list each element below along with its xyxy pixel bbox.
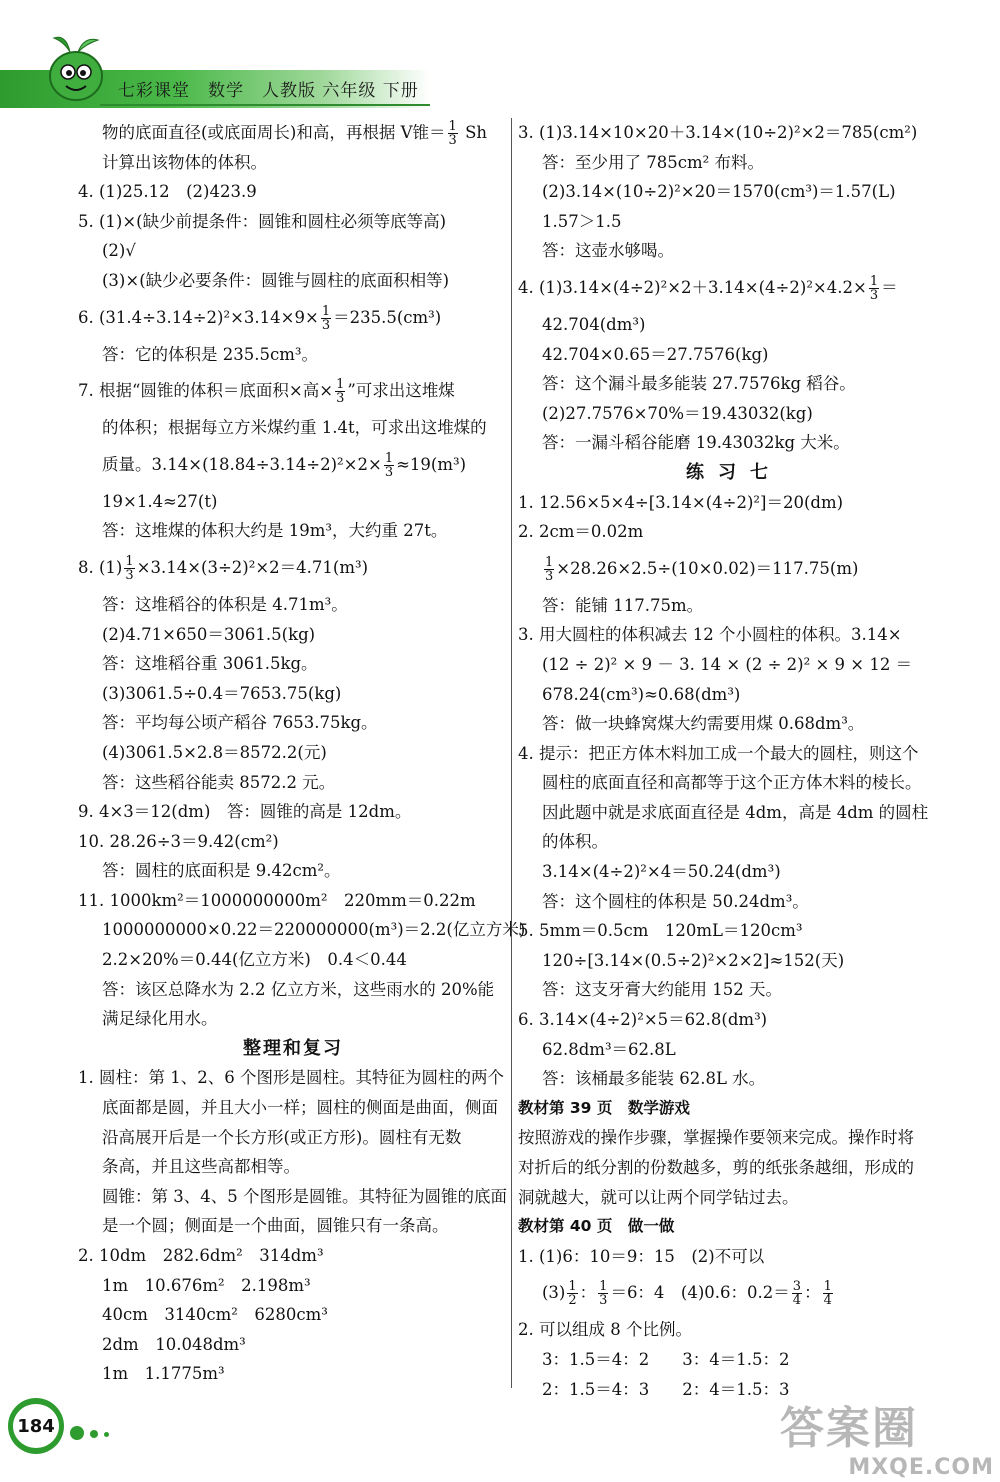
left-line: 2dm 10.048dm³ bbox=[102, 1334, 246, 1354]
right-line: 答：这支牙膏大约能用 152 天。 bbox=[542, 980, 782, 1000]
right-line: 答：做一块蜂窝煤大约需要用煤 0.68dm³。 bbox=[542, 714, 865, 734]
left-line: 圆锥：第 3、4、5 个图形是圆锥。其特征为圆锥的底面 bbox=[102, 1186, 507, 1206]
header-title: 七彩课堂 数学 人教版 六年级 下册 bbox=[118, 81, 419, 101]
fraction: $\frac{1}{4}$ bbox=[823, 1279, 832, 1309]
right-line: 对折后的纸分割的份数越多，剪的纸张条越细，形成的 bbox=[518, 1158, 914, 1177]
right-line: (2)27.7576×70%＝19.43032(kg) bbox=[542, 403, 813, 423]
right-line: 2. 可以组成 8 个比例。 bbox=[518, 1320, 692, 1340]
right-line: 答：能铺 117.75m。 bbox=[542, 595, 704, 615]
watermark-url: MXQE.COM bbox=[848, 1455, 994, 1480]
right-line: (12 ÷ 2)² × 9 － 3. 14 × (2 ÷ 2)² × 9 × 12 ＝ bbox=[542, 654, 913, 674]
logo-icon bbox=[40, 28, 112, 106]
right-line: 1. 12.56×5×4÷[3.14×(4÷2)²]＝20(dm) bbox=[518, 492, 844, 512]
right-line: (2)3.14×(10÷2)²×20＝1570(cm³)＝1.57(L) bbox=[542, 182, 896, 202]
right-line: 教材第 39 页 数学游戏 bbox=[518, 1098, 690, 1117]
right-column bbox=[518, 118, 950, 1404]
right-line: 教材第 40 页 做一做 bbox=[518, 1217, 675, 1236]
left-column bbox=[78, 118, 526, 1389]
left-line: 5. (1)×(缺少前提条件：圆锥和圆柱必须等底等高) bbox=[78, 211, 447, 231]
fraction: $\frac{1}{3}$ bbox=[384, 450, 394, 480]
left-line: 1. 圆柱：第 1、2、6 个图形是圆柱。其特征为圆柱的两个 bbox=[78, 1068, 504, 1088]
watermark bbox=[780, 1392, 1000, 1482]
right-line: $\frac{1}{3}$ ×28.26×2.5÷(10×0.02)＝117.75(m) bbox=[545, 554, 859, 584]
left-line: 答：这堆稻谷重 3061.5kg。 bbox=[102, 654, 318, 674]
left-line: 底面都是圆，并且大小一样；圆柱的侧面是曲面，侧面 bbox=[102, 1098, 498, 1118]
right-line: 答：至少用了 785cm² 布料。 bbox=[542, 152, 764, 172]
right-line: 6. 3.14×(4÷2)²×5＝62.8(dm³) bbox=[518, 1010, 768, 1030]
right-line: 4. 提示：把正方体木料加工成一个最大的圆柱，则这个 bbox=[518, 743, 919, 763]
fraction: $\frac{1}{3}$ bbox=[599, 1279, 608, 1309]
left-line: 答：它的体积是 235.5cm³。 bbox=[102, 344, 318, 364]
left-line: (2)√ bbox=[102, 241, 136, 261]
left-line: 11. 1000km²＝1000000000m² 220mm＝0.22m bbox=[78, 890, 476, 910]
right-line: 3.14×(4÷2)²×4＝50.24(dm³) bbox=[542, 862, 781, 882]
header-underline bbox=[100, 104, 430, 106]
right-line: 62.8dm³＝62.8L bbox=[542, 1039, 676, 1059]
left-line: 计算出该物体的体积。 bbox=[102, 152, 267, 172]
fraction: $\frac{1}{2}$ bbox=[568, 1279, 577, 1309]
page-number: 184 bbox=[13, 1404, 59, 1448]
left-line: 答：该区总降水为 2.2 亿立方米，这些雨水的 20%能 bbox=[102, 979, 495, 999]
right-line: 42.704(dm³) bbox=[542, 314, 646, 334]
left-line: 物的底面直径(或底面周长)和高，再根据 V锥＝ $\frac{1}{3}$ Sh bbox=[102, 119, 488, 148]
left-line: 答：平均每公顷产稻谷 7653.75kg。 bbox=[102, 713, 378, 733]
decor-dot bbox=[104, 1432, 109, 1437]
left-line: 满足绿化用水。 bbox=[102, 1009, 218, 1029]
left-line: 8. (1) $\frac{1}{3}$ ×3.14×(3÷2)²×2＝4.71(m³) bbox=[78, 553, 369, 583]
left-line: 条高，并且这些高都相等。 bbox=[102, 1157, 300, 1177]
right-line: 4. (1)3.14×(4÷2)²×2＋3.14×(4÷2)²×4.2× $\frac{1}{3}$ ＝ bbox=[518, 273, 898, 303]
left-line: 9. 4×3＝12(dm) 答：圆锥的高是 12dm。 bbox=[78, 802, 412, 822]
left-line: 的体积；根据每立方米煤约重 1.4t，可求出这堆煤的 bbox=[102, 418, 487, 438]
left-line: 2. 10dm 282.6dm² 314dm³ bbox=[78, 1246, 324, 1265]
left-line: 1m 10.676m² 2.198m³ bbox=[102, 1275, 311, 1295]
right-line: 120÷[3.14×(0.5÷2)²×2×2]≈152(天) bbox=[542, 950, 845, 970]
right-line: 答：这个圆柱的体积是 50.24dm³。 bbox=[542, 891, 809, 911]
right-line: 1. (1)6：10＝9：15 (2)不可以 bbox=[518, 1246, 765, 1266]
watermark-logo-text: 答案圈 bbox=[780, 1403, 918, 1454]
right-line: 3：1.5＝4：2 3：4＝1.5：2 bbox=[542, 1349, 790, 1369]
left-line: 1m 1.1775m³ bbox=[102, 1364, 225, 1384]
fraction: $\frac{1}{3}$ bbox=[869, 273, 879, 303]
right-line: 洞就越大，就可以让两个同学钻过去。 bbox=[518, 1187, 799, 1207]
right-line: 答：这个漏斗最多能装 27.7576kg 稻谷。 bbox=[542, 374, 856, 394]
left-line: 质量。3.14×(18.84÷3.14÷2)²×2× $\frac{1}{3}$ ≈19(m³) bbox=[102, 450, 467, 480]
right-line: 练习七 bbox=[686, 461, 782, 483]
fraction: $\frac{1}{3}$ bbox=[448, 119, 457, 148]
right-line: 的体积。 bbox=[542, 832, 608, 852]
page-number-badge bbox=[8, 1398, 158, 1458]
fraction: $\frac{1}{3}$ bbox=[321, 303, 331, 333]
left-line: 40cm 3140cm² 6280cm³ bbox=[102, 1305, 328, 1325]
left-line: 1000000000×0.22＝220000000(m³)＝2.2(亿立方米) bbox=[102, 920, 526, 940]
left-line: 沿高展开后是一个长方形(或正方形)。圆柱有无数 bbox=[102, 1127, 462, 1147]
left-line: 2.2×20%＝0.44(亿立方米) 0.4＜0.44 bbox=[102, 950, 407, 970]
right-line: 答：一漏斗稻谷能磨 19.43032kg 大米。 bbox=[542, 433, 850, 453]
fraction: $\frac{3}{4}$ bbox=[792, 1279, 802, 1309]
left-line: 答：这些稻谷能卖 8572.2 元。 bbox=[102, 772, 336, 792]
left-line: (3)×(缺少必要条件：圆锥与圆柱的底面积相等) bbox=[102, 270, 450, 290]
column-divider bbox=[511, 118, 512, 1388]
left-line: 6. (31.4÷3.14÷2)²×3.14×9× $\frac{1}{3}$ ＝235.5(cm³) bbox=[78, 303, 442, 333]
right-line: 答：这壶水够喝。 bbox=[542, 241, 674, 261]
right-line: 2：1.5＝4：3 2：4＝1.5：3 bbox=[542, 1379, 790, 1399]
right-line: 678.24(cm³)≈0.68(dm³) bbox=[542, 684, 741, 704]
left-line: (2)4.71×650＝3061.5(kg) bbox=[102, 624, 316, 644]
left-line: 答：这堆稻谷的体积是 4.71m³。 bbox=[102, 594, 348, 614]
left-line: (3)3061.5÷0.4＝7653.75(kg) bbox=[102, 683, 342, 703]
right-line: 1.57＞1.5 bbox=[542, 211, 622, 231]
right-line: 答：该桶最多能装 62.8L 水。 bbox=[542, 1069, 766, 1089]
left-line: 答：圆柱的底面积是 9.42cm²。 bbox=[102, 861, 341, 881]
fraction: $\frac{1}{3}$ bbox=[336, 377, 345, 407]
decor-dot bbox=[70, 1426, 84, 1440]
left-line: 7. 根据“圆锥的体积＝底面积×高× $\frac{1}{3}$ ”可求出这堆煤 bbox=[78, 377, 455, 407]
right-line: 3. (1)3.14×10×20＋3.14×(10÷2)²×2＝785(cm²) bbox=[518, 123, 918, 142]
decor-dot bbox=[90, 1430, 98, 1438]
page-number-circle bbox=[8, 1398, 64, 1454]
right-line: 3. 用大圆柱的体积减去 12 个小圆柱的体积。3.14× bbox=[518, 625, 902, 645]
left-line: (4)3061.5×2.8＝8572.2(元) bbox=[102, 742, 327, 762]
left-line: 答：这堆煤的体积大约是 19m³，大约重 27t。 bbox=[102, 521, 448, 541]
left-line: 是一个圆；侧面是一个曲面，圆锥只有一条高。 bbox=[102, 1216, 449, 1236]
right-line: 2. 2cm＝0.02m bbox=[518, 522, 644, 542]
right-line: 因此题中就是求底面直径是 4dm，高是 4dm 的圆柱 bbox=[542, 802, 929, 822]
left-line: 19×1.4≈27(t) bbox=[102, 491, 218, 511]
fraction: $\frac{1}{3}$ bbox=[125, 553, 134, 583]
right-line: 42.704×0.65＝27.7576(kg) bbox=[542, 344, 769, 364]
right-line: (3) $\frac{1}{2}$ ： $\frac{1}{3}$ ＝6：4 (4)0.6：0.2＝ $\frac{3}{4}$ ： $\frac{1}{4}$ bbox=[542, 1279, 832, 1309]
fraction: $\frac{1}{3}$ bbox=[545, 554, 554, 584]
left-line: 整理和复习 bbox=[243, 1037, 343, 1059]
left-line: 10. 28.26÷3＝9.42(cm²) bbox=[78, 831, 279, 851]
right-line: 5. 5mm＝0.5cm 120mL＝120cm³ bbox=[518, 921, 803, 941]
page-header bbox=[0, 0, 1000, 110]
right-line: 圆柱的底面直径和高都等于这个正方体木料的棱长。 bbox=[542, 773, 922, 793]
left-line: 4. (1)25.12 (2)423.9 bbox=[78, 182, 257, 202]
right-line: 按照游戏的操作步骤，掌握操作要领来完成。操作时将 bbox=[518, 1128, 914, 1148]
